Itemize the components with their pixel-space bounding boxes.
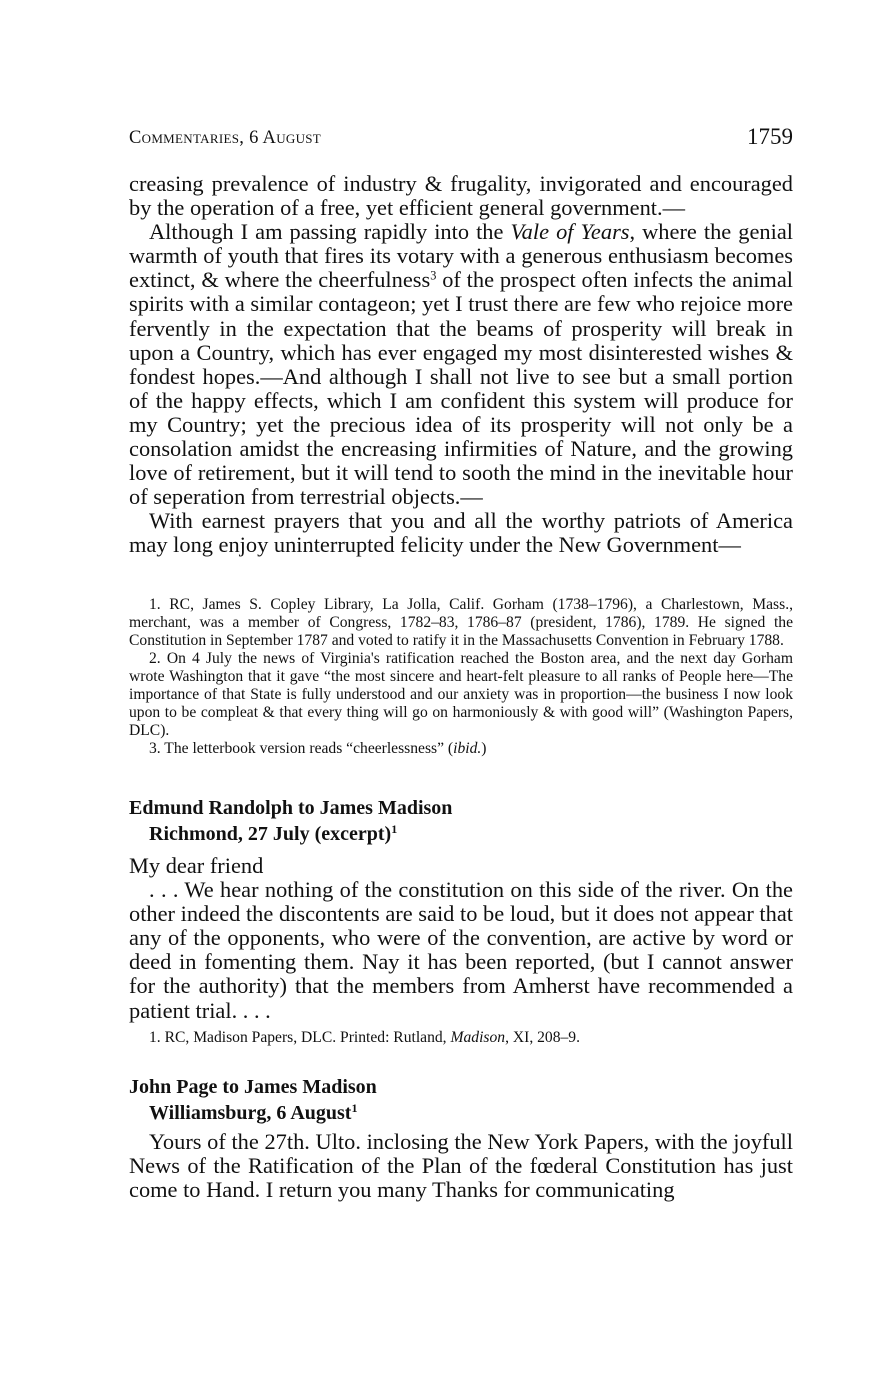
heading-title: Edmund Randolph to James Madison — [129, 797, 453, 819]
heading-note-ref: 1 — [351, 1100, 358, 1115]
paragraph-1: creasing prevalence of industry & frugality, invigorated and encouraged by the operation of a free, yet efficient general government.— — [129, 171, 793, 221]
letter-body-randolph — [129, 854, 793, 1023]
running-head-title: Commentaries, 6 August — [129, 128, 322, 148]
heading-place-date: Richmond, 27 July (excerpt)$^1$ — [149, 821, 398, 845]
heading-place-date: Williamsburg, 6 August$^1$ — [149, 1100, 358, 1124]
letter-heading-page — [129, 1074, 793, 1126]
footnote-2: 2. On 4 July the news of Virginia's ratification reached the Boston area, and the next day Gorham wrote Washington that it gave “the most sincere and heart-felt pleasure to all ranks of People here—The importance of that State is fully understood and our anxiety was in proportion—the business I now look upon to be compleat & that every thing will go on harmoniously & with good will” (Washington Papers, DLC). — [129, 650, 793, 739]
emphasis-ibid: ibid. — [453, 740, 482, 757]
letter-paragraph: . . . We hear nothing of the constitution on this side of the river. On the other indeed the discontents are said to be loud, but it does not appear that any of the opponents, who were of the convention, are active by word or deed in fomenting them. Nay it has been reported, (but I cannot answer for the authority) that the members from Amherst have recommended a patient trial. . . . — [129, 877, 793, 1023]
letter-body-page — [129, 1130, 793, 1202]
emphasis-vale-of-years: Vale of Years — [510, 219, 630, 245]
letter-heading-randolph — [129, 795, 793, 847]
letter-continuation — [129, 172, 793, 558]
footnotes-2 — [129, 1029, 793, 1047]
paragraph-2: Although I am passing rapidly into the Vale of Years, where the genial warmth of youth that fires its votary with a generous enthusiasm becomes extinct, & where the cheerfulness$^3$ of the prospect often infects the animal spirits with a similar contageon; yet I trust there are few who rejoice more fervently in the expectation that the beams of prosperity will break in upon a Country, which has ever engaged my most disinterested wishes & fondest hopes.—And although I shall not live to see but a small portion of the happy effects, which I am confident this system will produce for my Country; yet the precious idea of its prosperity will not only be a consolation amidst the encreasing infirmities of Nature, and the growing love of retirement, but it will tend to sooth the mind in the inevitable hour of seperation from terrestrial objects.— — [129, 219, 793, 510]
heading-title: John Page to James Madison — [129, 1076, 377, 1098]
footnote-1: 1. RC, James S. Copley Library, La Jolla, Calif. Gorham (1738–1796), a Charlestown, Mass., merchant, was a member of Congress, 1782–83, 1786–87 (president, 1786), 1789. He signed the Constitution in September 1787 and voted to ratify it in the Massachusetts Convention in February 1788. — [129, 596, 793, 649]
salutation: My dear friend — [129, 853, 264, 878]
heading-note-ref: 1 — [391, 821, 398, 836]
paragraph-3: With earnest prayers that you and all the worthy patriots of America may long enjoy uninterrupted felicity under the New Government— — [129, 508, 793, 558]
note-ref-3: 3 — [430, 268, 437, 283]
footnote-3: 3. The letterbook version reads “cheerlessness” (ibid.) — [149, 740, 487, 757]
footnote-1: 1. RC, Madison Papers, DLC. Printed: Rutland, Madison, XI, 208–9. — [149, 1029, 580, 1046]
footnotes-1 — [129, 596, 793, 758]
page-number: 1759 — [747, 124, 793, 149]
emphasis-madison: Madison — [450, 1029, 506, 1046]
letter-paragraph: Yours of the 27th. Ulto. inclosing the New York Papers, with the joyfull News of the Ratification of the Plan of the fœderal Constitution has just come to Hand. I return you many Thanks for communicating — [129, 1129, 793, 1203]
running-head — [129, 124, 793, 156]
